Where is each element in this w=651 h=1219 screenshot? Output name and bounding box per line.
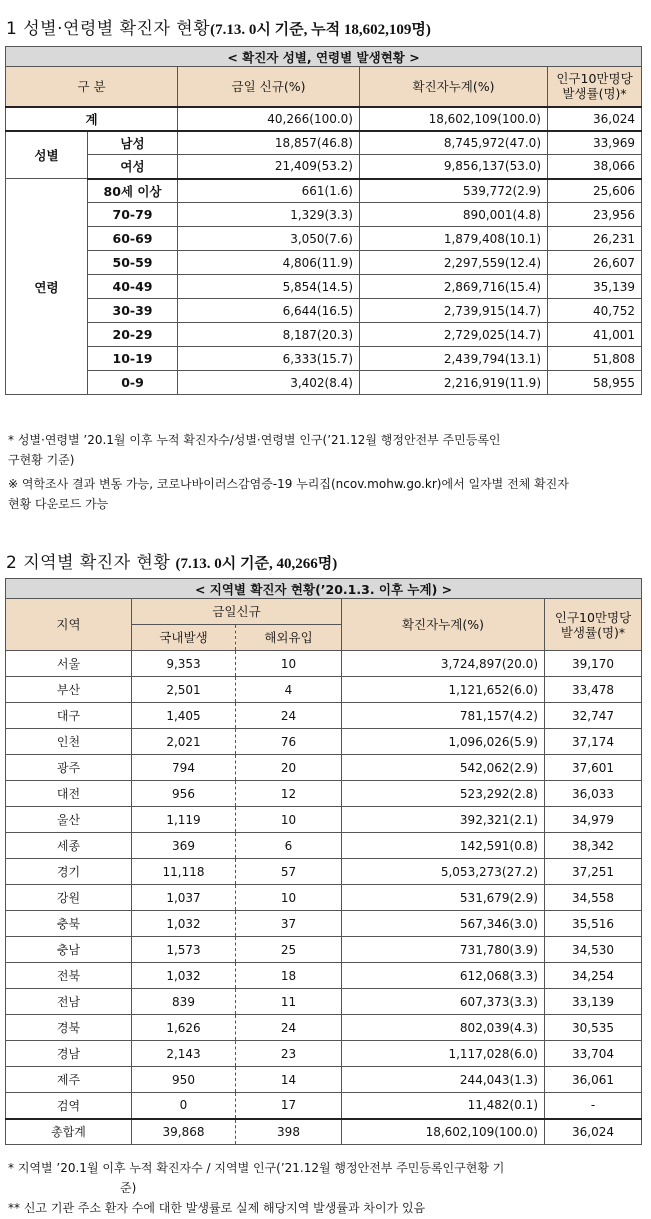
cell-new: 8,187(20.3) — [178, 323, 360, 347]
cell-overseas: 17 — [236, 1093, 342, 1119]
cell-region: 대전 — [6, 781, 132, 807]
row-label: 70-79 — [88, 203, 178, 227]
cell-rate: 34,558 — [545, 885, 642, 911]
row-label: 0-9 — [88, 371, 178, 395]
row-label: 남성 — [88, 131, 178, 155]
cell-cumulative: 731,780(3.9) — [342, 937, 545, 963]
cell-new: 3,050(7.6) — [178, 227, 360, 251]
cell-rate: 26,231 — [548, 227, 642, 251]
cell-new: 6,644(16.5) — [178, 299, 360, 323]
cell-overseas: 23 — [236, 1041, 342, 1067]
table-row — [6, 963, 642, 989]
table-row — [6, 703, 642, 729]
row-label: 30-39 — [88, 299, 178, 323]
cell-region: 부산 — [6, 677, 132, 703]
cell-domestic: 369 — [132, 833, 236, 859]
table-row — [6, 299, 642, 323]
cell-domestic: 950 — [132, 1067, 236, 1093]
row-label: 여성 — [88, 155, 178, 179]
cell-cumulative: 802,039(4.3) — [342, 1015, 545, 1041]
cell-cumulative: 2,297,559(12.4) — [360, 251, 548, 275]
total-region: 총합계 — [6, 1119, 132, 1145]
cell-cumulative: 542,062(2.9) — [342, 755, 545, 781]
cell-region: 경기 — [6, 859, 132, 885]
table-row — [6, 1119, 642, 1145]
cell-cumulative: 8,745,972(47.0) — [360, 131, 548, 155]
cell-rate: 41,001 — [548, 323, 642, 347]
total-cumulative: 18,602,109(100.0) — [342, 1119, 545, 1145]
header-overseas: 해외유입 — [236, 625, 342, 651]
cell-domestic: 2,501 — [132, 677, 236, 703]
cell-new: 4,806(11.9) — [178, 251, 360, 275]
cell-overseas: 10 — [236, 885, 342, 911]
header-rate-line1: 인구10만명당 — [554, 609, 632, 625]
section2-notes — [8, 1158, 504, 1218]
table-row — [6, 1067, 642, 1093]
cell-rate: 36,061 — [545, 1067, 642, 1093]
row-label: 50-59 — [88, 251, 178, 275]
total-label: 계 — [6, 107, 178, 131]
cell-cumulative: 607,373(3.3) — [342, 989, 545, 1015]
cell-new: 1,329(3.3) — [178, 203, 360, 227]
cell-rate: 23,956 — [548, 203, 642, 227]
cell-rate: 37,601 — [545, 755, 642, 781]
cell-region: 충남 — [6, 937, 132, 963]
total-overseas: 398 — [236, 1119, 342, 1145]
cell-domestic: 1,119 — [132, 807, 236, 833]
cell-domestic: 0 — [132, 1093, 236, 1119]
table-row — [6, 203, 642, 227]
cell-cumulative: 523,292(2.8) — [342, 781, 545, 807]
cell-region: 울산 — [6, 807, 132, 833]
cell-domestic: 1,573 — [132, 937, 236, 963]
cell-overseas: 76 — [236, 729, 342, 755]
table-row — [6, 833, 642, 859]
cell-cumulative: 2,216,919(11.9) — [360, 371, 548, 395]
cell-region: 충북 — [6, 911, 132, 937]
cell-cumulative: 1,121,652(6.0) — [342, 677, 545, 703]
cell-domestic: 839 — [132, 989, 236, 1015]
header-domestic: 국내발생 — [132, 625, 236, 651]
note-line: * 지역별 ’20.1월 이후 누적 확진자수 / 지역별 인구(’21.12월 행정안전부 주민등록인구현황 기 — [8, 1161, 505, 1175]
cell-rate: 34,979 — [545, 807, 642, 833]
cell-rate: 35,139 — [548, 275, 642, 299]
cell-rate: 39,170 — [545, 651, 642, 677]
cell-region: 검역 — [6, 1093, 132, 1119]
table-row — [6, 251, 642, 275]
sex-age-table — [5, 46, 642, 395]
total-new: 40,266(100.0) — [178, 107, 360, 131]
header-new-today: 금일신규 — [132, 599, 342, 625]
table-row — [6, 885, 642, 911]
table-row — [6, 371, 642, 395]
cell-domestic: 1,626 — [132, 1015, 236, 1041]
total-domestic: 39,868 — [132, 1119, 236, 1145]
header-rate — [545, 599, 642, 651]
cell-region: 세종 — [6, 833, 132, 859]
section1-notes — [8, 430, 569, 514]
table-row — [6, 131, 642, 155]
note-line: 구현황 기준) — [8, 453, 75, 467]
note-line: * 성별·연령별 ’20.1월 이후 누적 확진자수/성별·연령별 인구(’21.12월 행정안전부 주민등록인 — [8, 433, 501, 447]
table-row — [6, 1093, 642, 1119]
row-label: 40-49 — [88, 275, 178, 299]
row-label: 60-69 — [88, 227, 178, 251]
table-row — [6, 781, 642, 807]
cell-cumulative: 2,739,915(14.7) — [360, 299, 548, 323]
cell-overseas: 24 — [236, 703, 342, 729]
cell-overseas: 25 — [236, 937, 342, 963]
cell-rate: 26,607 — [548, 251, 642, 275]
cell-region: 강원 — [6, 885, 132, 911]
section1-heading — [6, 14, 431, 39]
cell-region: 대구 — [6, 703, 132, 729]
cell-cumulative: 2,439,794(13.1) — [360, 347, 548, 371]
cell-overseas: 14 — [236, 1067, 342, 1093]
cell-overseas: 10 — [236, 807, 342, 833]
age-group-label: 연령 — [6, 179, 88, 395]
cell-region: 광주 — [6, 755, 132, 781]
header-cumulative: 확진자누계(%) — [342, 599, 545, 651]
cell-new: 18,857(46.8) — [178, 131, 360, 155]
table-row — [6, 1041, 642, 1067]
cell-overseas: 20 — [236, 755, 342, 781]
region-table — [5, 578, 642, 1145]
table-row — [6, 651, 642, 677]
cell-new: 3,402(8.4) — [178, 371, 360, 395]
cell-rate: 32,747 — [545, 703, 642, 729]
cell-rate: 40,752 — [548, 299, 642, 323]
cell-overseas: 37 — [236, 911, 342, 937]
cell-overseas: 57 — [236, 859, 342, 885]
cell-rate: 34,254 — [545, 963, 642, 989]
table-row — [6, 677, 642, 703]
section2-heading-sub: (7.13. 0시 기준, 40,266명) — [175, 556, 338, 572]
total-rate: 36,024 — [548, 107, 642, 131]
header-region: 지역 — [6, 599, 132, 651]
cell-domestic: 9,353 — [132, 651, 236, 677]
cell-cumulative: 1,879,408(10.1) — [360, 227, 548, 251]
cell-region: 전남 — [6, 989, 132, 1015]
cell-cumulative: 531,679(2.9) — [342, 885, 545, 911]
table-row — [6, 155, 642, 179]
cell-cumulative: 5,053,273(27.2) — [342, 859, 545, 885]
cell-overseas: 11 — [236, 989, 342, 1015]
cell-region: 경북 — [6, 1015, 132, 1041]
region-table-title: < 지역별 확진자 현황(’20.1.3. 이후 누계) > — [6, 579, 642, 599]
total-cumulative: 18,602,109(100.0) — [360, 107, 548, 131]
header-rate-line2: 발생률(명)* — [560, 624, 626, 640]
header-rate-line2: 발생률(명)* — [562, 86, 627, 102]
cell-rate: 25,606 — [548, 179, 642, 203]
cell-cumulative: 2,869,716(15.4) — [360, 275, 548, 299]
header-new-today: 금일 신규(%) — [178, 67, 360, 107]
table-row — [6, 859, 642, 885]
cell-domestic: 11,118 — [132, 859, 236, 885]
cell-new: 6,333(15.7) — [178, 347, 360, 371]
table-row — [6, 989, 642, 1015]
note-line: 준) — [120, 1181, 137, 1195]
table-row — [6, 1015, 642, 1041]
table-row — [6, 937, 642, 963]
cell-cumulative: 2,729,025(14.7) — [360, 323, 548, 347]
cell-domestic: 2,143 — [132, 1041, 236, 1067]
cell-rate: 37,251 — [545, 859, 642, 885]
cell-rate: 51,808 — [548, 347, 642, 371]
cell-domestic: 2,021 — [132, 729, 236, 755]
table-row — [6, 323, 642, 347]
cell-region: 제주 — [6, 1067, 132, 1093]
note-line: ※ 역학조사 결과 변동 가능, 코로나바이러스감염증-19 누리집(ncov.mohw.go.kr)에서 일자별 전체 확진자 — [8, 477, 569, 491]
cell-domestic: 794 — [132, 755, 236, 781]
cell-cumulative: 1,117,028(6.0) — [342, 1041, 545, 1067]
cell-overseas: 18 — [236, 963, 342, 989]
cell-overseas: 12 — [236, 781, 342, 807]
table-row — [6, 729, 642, 755]
section1-heading-main: 1 성별·연령별 확진자 현황 — [6, 19, 211, 39]
header-rate-line1: 인구10만명당 — [556, 71, 633, 87]
cell-cumulative: 539,772(2.9) — [360, 179, 548, 203]
table-row — [6, 755, 642, 781]
cell-rate: 34,530 — [545, 937, 642, 963]
cell-cumulative: 1,096,026(5.9) — [342, 729, 545, 755]
cell-cumulative: 142,591(0.8) — [342, 833, 545, 859]
cell-overseas: 6 — [236, 833, 342, 859]
cell-domestic: 1,032 — [132, 911, 236, 937]
cell-cumulative: 890,001(4.8) — [360, 203, 548, 227]
note-line: ** 신고 기관 주소 환자 수에 대한 발생률로 실제 해당지역 발생률과 차이가 있음 — [8, 1201, 426, 1215]
cell-rate: 38,066 — [548, 155, 642, 179]
note-line: 현황 다운로드 가능 — [8, 497, 109, 511]
row-label: 10-19 — [88, 347, 178, 371]
cell-rate: 33,139 — [545, 989, 642, 1015]
cell-rate: 35,516 — [545, 911, 642, 937]
row-label: 80세 이상 — [88, 179, 178, 203]
cell-new: 21,409(53.2) — [178, 155, 360, 179]
cell-cumulative: 612,068(3.3) — [342, 963, 545, 989]
cell-region: 전북 — [6, 963, 132, 989]
cell-domestic: 1,405 — [132, 703, 236, 729]
header-category: 구 분 — [6, 67, 178, 107]
cell-domestic: 1,032 — [132, 963, 236, 989]
table-row — [6, 911, 642, 937]
cell-cumulative: 9,856,137(53.0) — [360, 155, 548, 179]
cell-cumulative: 11,482(0.1) — [342, 1093, 545, 1119]
cell-rate: - — [545, 1093, 642, 1119]
cell-rate: 33,704 — [545, 1041, 642, 1067]
cell-new: 5,854(14.5) — [178, 275, 360, 299]
cell-region: 경남 — [6, 1041, 132, 1067]
section2-heading-main: 2 지역별 확진자 현황 — [6, 553, 171, 573]
table-row — [6, 347, 642, 371]
table-row — [6, 179, 642, 203]
table-row — [6, 807, 642, 833]
cell-rate: 33,969 — [548, 131, 642, 155]
header-cumulative: 확진자누계(%) — [360, 67, 548, 107]
sex-group-label: 성별 — [6, 131, 88, 179]
cell-overseas: 4 — [236, 677, 342, 703]
cell-cumulative: 392,321(2.1) — [342, 807, 545, 833]
total-rate: 36,024 — [545, 1119, 642, 1145]
sex-age-table-title: < 확진자 성별, 연령별 발생현황 > — [6, 47, 642, 67]
table-row — [6, 275, 642, 299]
cell-region: 서울 — [6, 651, 132, 677]
cell-new: 661(1.6) — [178, 179, 360, 203]
cell-rate: 30,535 — [545, 1015, 642, 1041]
cell-rate: 38,342 — [545, 833, 642, 859]
header-rate — [548, 67, 642, 107]
cell-domestic: 1,037 — [132, 885, 236, 911]
cell-cumulative: 781,157(4.2) — [342, 703, 545, 729]
table-row — [6, 107, 642, 131]
cell-cumulative: 3,724,897(20.0) — [342, 651, 545, 677]
cell-rate: 37,174 — [545, 729, 642, 755]
section2-heading — [6, 548, 337, 573]
cell-domestic: 956 — [132, 781, 236, 807]
cell-overseas: 24 — [236, 1015, 342, 1041]
cell-cumulative: 567,346(3.0) — [342, 911, 545, 937]
table-row — [6, 227, 642, 251]
section1-heading-sub: (7.13. 0시 기준, 누적 18,602,109명) — [210, 22, 431, 38]
cell-region: 인천 — [6, 729, 132, 755]
row-label: 20-29 — [88, 323, 178, 347]
cell-cumulative: 244,043(1.3) — [342, 1067, 545, 1093]
cell-rate: 33,478 — [545, 677, 642, 703]
cell-rate: 58,955 — [548, 371, 642, 395]
cell-rate: 36,033 — [545, 781, 642, 807]
cell-overseas: 10 — [236, 651, 342, 677]
